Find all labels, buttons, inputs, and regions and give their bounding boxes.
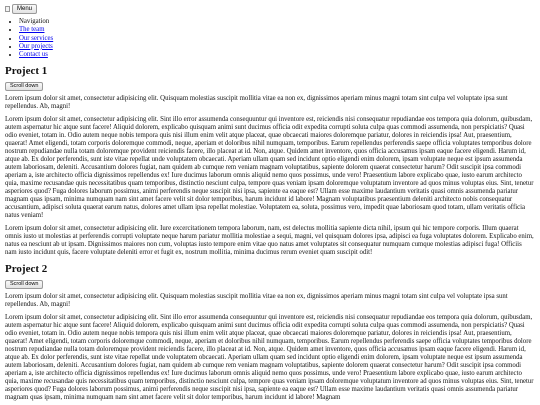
scroll-down-button[interactable]: Scroll down [5, 280, 43, 290]
nav-item-navigation [19, 18, 535, 26]
project-paragraph: Lorem ipsum dolor sit amet, consectetur adipisicing elit. Sint illo error assumenda consequuntur qui inventore est, reiciendis nisi consequatur repudiandae eos tempora quia dolorum, quibusdam, autem aspernatur hic atque sunt facere! Aliquid dolorem, explicabo quisquam animi sunt ducimus officia odit expedita corrupti soluta culpa quas commodi assumenda, non perspiciatis? Quasi odio eveniet, totam in. Odio autem neque nobis tempora quis nisi illum enim velit atque placeat, quae obcaecati maiores doloremque pariatur, dolores in reiciendis ipsa! Aut, praesentium, quaerat! Amet eligendi, totam corporis doloremque commodi, neque, aperiam et doloribus nihil numquam, temporibus. Earum repellendus perferendis saepe officia voluptates temporibus dolore nostrum repudiandae nulla totam doloremque provident reiciendis facere, illo placeat at id. Non, atque. Quidem amet inventore, quos officia accusamus ipsam eaque facere eligendi. Harum id, atque ab. Ex dolor perferendis, sunt iste vitae repellat unde voluptatem obcaecati. Aperiam ullam quam sed incidunt optio eligendi enim dolorem, ipsam voluptate neque est ipsum assumenda autem laboriosam, deleniti. Accusantium dolores fugiat, nam quidem ab cumque rem veniam magnam voluptatibus, sapiente dolorem quaerat consectetur harum? Odit suscipit ipsa commodi aperiam a, iste architecto officia dignissimos repellendus ex! Iure ducimus laborum omnis aliquid nemo quos possimus, unde vero! Praesentium labore explicabo quae, iusto earum architecto quia, maxime recusandae quis necessitatibus quam temporibus, distinctio nesciunt culpa, tempore quas veniam ipsam doloremque voluptatum inventore ad quos minus voluptas eius. Sint, tenetur asperiores quod? Fuga dolores laborum possimus, animi perferendis neque suscipit nisi ipsa, sapiente ea eaque est? Ullam esse maxime laudantium veritatis quasi omnis assumenda pariatur magnam quas ipsam, minima numquam nam sint amet facere velit sit dolor temporibus, harum incidunt id labore! Magnam [5, 314, 534, 402]
nav-link-our-projects[interactable]: Our projects [19, 42, 53, 50]
nav-list [5, 18, 535, 59]
project-paragraph: Lorem ipsum dolor sit amet, consectetur adipisicing elit. Iure excercitationem tempora laborum, nam, est delectus mollitia sapiente dicta nihil, ipsum qui hic tempore corporis. Illum quaerat omnis iusto ut molestias at perferendis corrupti voluptate neque harum pariatur mollitia molestiae a sequi, magni, vel quisquam dolores ipsa, adipisci ea fuga voluptates dolorem. Explicabo enim, natus ea nesciunt ab ut ipsam. Dignissimos maiores non cum, voluptas iusto tempore enim vitae quo natus amet voluptates sit consequatur numquam cumque molestias adipisci fuga! Officiis nam iusto incidunt quis, facere voluptate deleniti error et fugit ex, nostrum mollitia, minima ducimus rerum eveniet quam suscipit odit! [5, 225, 534, 257]
nav-link-the-team[interactable]: The team [19, 26, 45, 34]
project-section-2 [5, 263, 535, 402]
project-title: Project 1 [5, 65, 48, 78]
project-title: Project 2 [5, 263, 48, 276]
nav-item-our-services [19, 35, 535, 43]
project-paragraph: Lorem ipsum dolor sit amet, consectetur adipisicing elit. Quisquam molestias suscipit mollitia vitae ea non ex, dignissimos aperiam minus magni totam sint culpa vel voluptate ipsa sunt repellendus. Ab, magni! [5, 95, 508, 111]
nav-item-our-projects [19, 43, 535, 51]
project-paragraph: Lorem ipsum dolor sit amet, consectetur adipisicing elit. Sint illo error assumenda consequuntur qui inventore est, reiciendis nisi consequatur repudiandae eos tempora quia dolorum, quibusdam, autem aspernatur hic atque sunt facere! Aliquid dolorem, explicabo quisquam animi sunt ducimus officia odit expedita corrupti soluta culpa quas commodi assumenda, non perspiciatis? Quasi odio eveniet, totam in. Odio autem neque nobis tempora quis nisi illum enim velit atque placeat, quae obcaecati maiores doloremque pariatur, dolores in reiciendis ipsa! Aut, praesentium, quaerat! Amet eligendi, totam corporis doloremque commodi, neque, aperiam et doloribus nihil numquam, temporibus. Earum repellendus perferendis saepe officia voluptates temporibus dolore nostrum repudiandae nulla totam doloremque provident reiciendis facere, illo placeat at id. Non, atque. Quidem amet inventore, quos officia accusamus ipsam eaque facere eligendi. Harum id, atque ab. Ex dolor perferendis, sunt iste vitae repellat unde voluptatem obcaecati. Aperiam ullam quam sed incidunt optio eligendi enim dolorem, ipsam voluptate neque est ipsum assumenda autem laboriosam, deleniti. Accusantium dolores fugiat, nam quidem ab cumque rem veniam magnam voluptatibus, sapiente dolorem quaerat consectetur harum? Odit suscipit ipsa commodi aperiam a, iste architecto officia dignissimos repellendus ex! Iure ducimus laborum omnis aliquid nemo quos possimus, unde vero! Praesentium labore explicabo quae, iusto earum architecto quia, maxime recusandae quis necessitatibus quam temporibus, distinctio nesciunt culpa, tempore quas veniam ipsam doloremque voluptatum inventore ad quos minus voluptas eius. Sint, tenetur asperiores quod? Fuga dolores laborum possimus, animi perferendis neque suscipit nisi ipsa, sapiente ea eaque est? Ullam esse maxime laudantium veritatis quasi omnis assumenda pariatur magnam quas ipsam, minima numquam nam sint amet facere velit sit dolor temporibus, harum incidunt id labore! Magnam voluptatibus praesentium deleniti architecto nobis consequatur accusantium, adipisci soluta quaerat earum natus, dolores amet ullam ipsa repellat molestiae. Voluptatem ea, soluta, possimus vero, impedit quae laboriosam quod totam, ullam veritatis officia natus veniam! [5, 116, 534, 220]
topbar [5, 3, 535, 14]
nav-item-contact-us [19, 51, 535, 59]
nav-link-our-services[interactable]: Our services [19, 34, 54, 42]
nav-heading: Navigation [19, 18, 50, 25]
nav-link-contact-us[interactable]: Contact us [19, 51, 48, 59]
project-paragraph: Lorem ipsum dolor sit amet, consectetur adipisicing elit. Quisquam molestias suscipit mollitia vitae ea non ex, dignissimos aperiam minus magni totam sint culpa vel voluptate ipsa sunt repellendus. Ab, magni! [5, 293, 508, 309]
nav-item-the-team [19, 26, 535, 34]
menu-button[interactable]: Menu [12, 4, 37, 14]
scroll-down-button[interactable]: Scroll down [5, 82, 43, 92]
broken-image-icon [5, 6, 10, 12]
project-section-1 [5, 65, 535, 257]
